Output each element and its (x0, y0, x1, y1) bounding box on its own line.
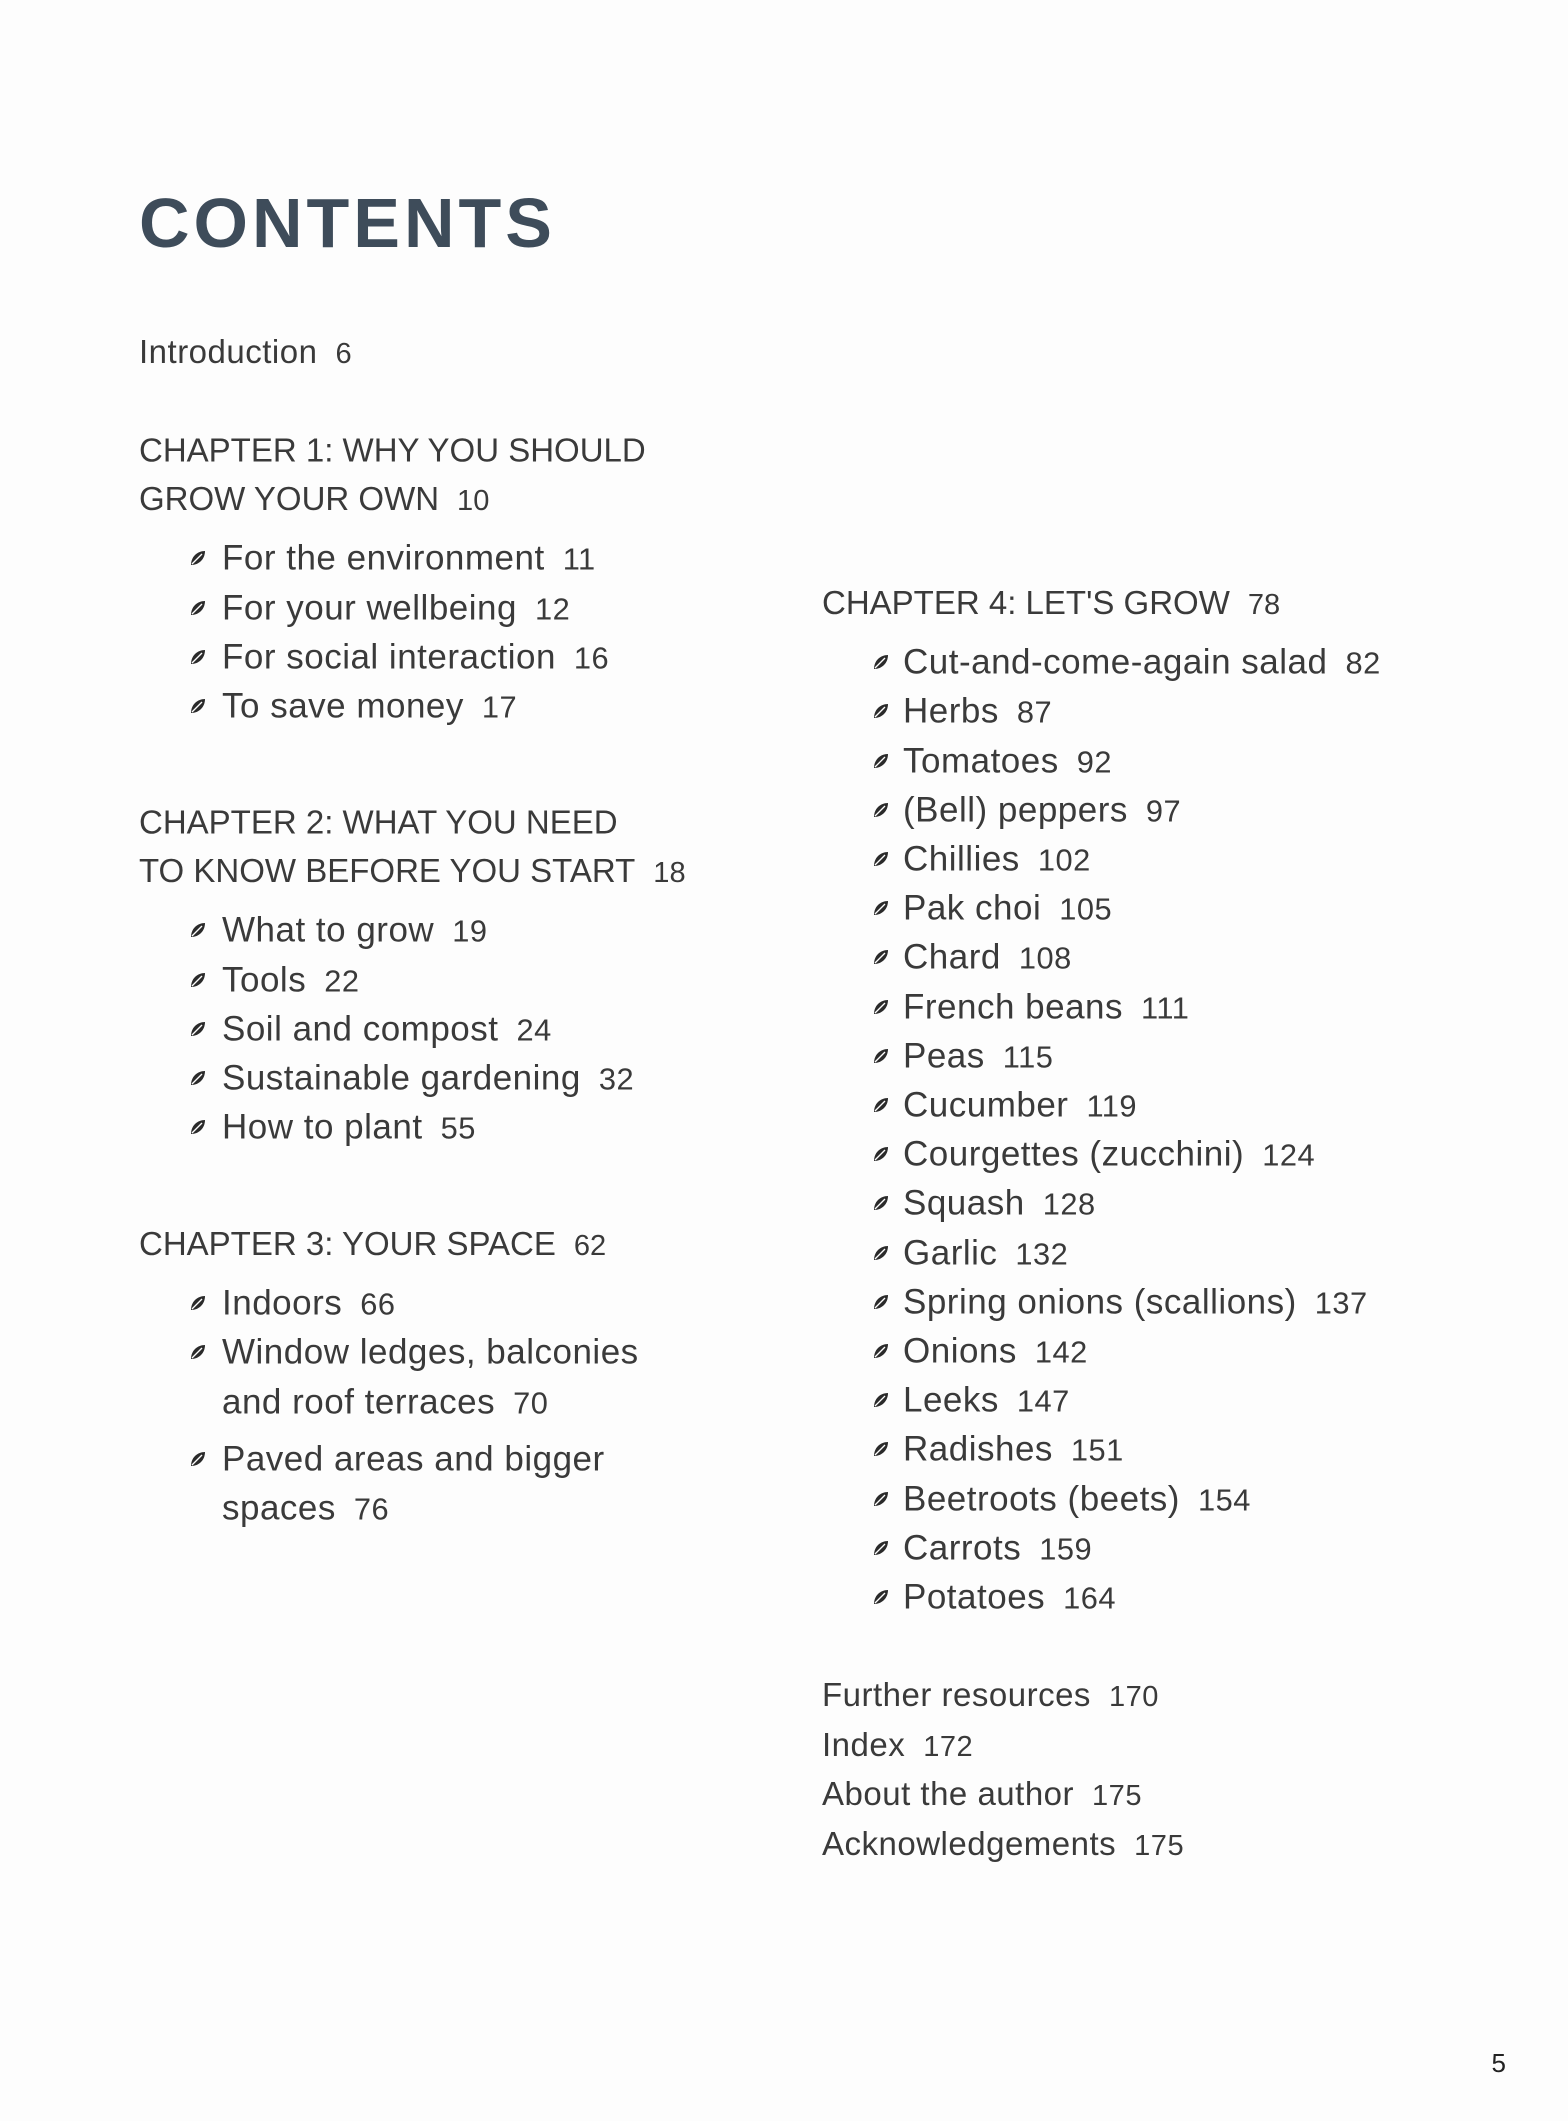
toc-item (903, 642, 1381, 682)
toc-item (222, 588, 571, 628)
toc-item (903, 1085, 1138, 1125)
toc-item (903, 987, 1190, 1027)
toc-item (222, 538, 596, 578)
page-ref: 16 (573, 640, 610, 676)
page-ref: 24 (516, 1012, 552, 1048)
entry-label: Potatoes (903, 1577, 1046, 1617)
toc-entry-introduction (139, 332, 353, 370)
page-ref: 12 (534, 591, 571, 627)
entry-label: spaces (222, 1488, 336, 1528)
entry-label: Paved areas and bigger (222, 1439, 605, 1479)
page-ref: 10 (457, 485, 490, 518)
entry-label: What to grow (222, 910, 435, 950)
entry-label: Soil and compost (222, 1009, 499, 1049)
chapter-heading (139, 431, 646, 469)
page-ref: 111 (1141, 990, 1190, 1026)
leaf-bullet-icon (872, 702, 890, 720)
page-ref: 128 (1042, 1186, 1096, 1222)
toc-item (222, 1488, 390, 1528)
entry-label: Radishes (903, 1429, 1053, 1469)
entry-label: For social interaction (222, 637, 556, 677)
entry-label: Courgettes (zucchini) (903, 1134, 1245, 1174)
toc-item (903, 1577, 1117, 1617)
leaf-bullet-icon (189, 599, 207, 617)
entry-label: Spring onions (scallions) (903, 1282, 1297, 1322)
entry-label: Leeks (903, 1380, 999, 1420)
leaf-bullet-icon (189, 1294, 207, 1312)
leaf-bullet-icon (872, 1047, 890, 1065)
leaf-bullet-icon (872, 1588, 890, 1606)
toc-item (903, 1036, 1054, 1076)
chapter-heading (139, 1224, 607, 1262)
leaf-bullet-icon (189, 697, 207, 715)
leaf-bullet-icon (872, 1539, 890, 1557)
page-ref: 108 (1018, 940, 1072, 976)
toc-item (903, 1479, 1251, 1519)
toc-item (903, 790, 1182, 830)
entry-label: Herbs (903, 691, 999, 731)
leaf-bullet-icon (189, 1069, 207, 1087)
chapter-heading (822, 583, 1281, 621)
entry-label: Introduction (139, 332, 318, 370)
entry-label: CHAPTER 4: LET'S GROW (822, 583, 1230, 621)
entry-label: Chard (903, 937, 1001, 977)
leaf-bullet-icon (872, 1145, 890, 1163)
toc-entry-back-matter (822, 1727, 973, 1761)
toc-item (903, 888, 1113, 928)
toc-item (222, 1283, 396, 1323)
page-number: 5 (1491, 2048, 1506, 2078)
leaf-bullet-icon (872, 1293, 890, 1311)
page-ref: 11 (562, 541, 596, 577)
entry-label: Onions (903, 1331, 1017, 1371)
entry-label: Cut-and-come-again salad (903, 642, 1328, 682)
page-ref: 105 (1059, 891, 1113, 927)
page-ref: 137 (1314, 1285, 1368, 1321)
toc-entry-back-matter (822, 1774, 1142, 1812)
toc-item (222, 960, 360, 1000)
page-ref: 87 (1016, 694, 1053, 730)
page-title: CONTENTS (139, 184, 556, 262)
entry-label: Chillies (903, 839, 1020, 879)
leaf-bullet-icon (872, 653, 890, 671)
page-ref: 62 (573, 1229, 607, 1262)
toc-item (903, 1331, 1088, 1371)
leaf-bullet-icon (872, 948, 890, 966)
page-ref: 18 (653, 857, 686, 890)
page-ref: 175 (1092, 1779, 1142, 1812)
entry-label: and roof terraces (222, 1382, 496, 1422)
leaf-bullet-icon (189, 549, 207, 567)
chapter-heading (139, 803, 618, 841)
page-ref: 142 (1034, 1334, 1088, 1370)
toc-item (903, 839, 1091, 879)
entry-label: GROW YOUR OWN (139, 480, 440, 518)
leaf-bullet-icon (872, 1194, 890, 1212)
toc-entry-back-matter (822, 1675, 1159, 1713)
leaf-bullet-icon (189, 971, 207, 989)
page-ref: 97 (1145, 793, 1182, 829)
leaf-bullet-icon (872, 801, 890, 819)
toc-item (903, 1134, 1316, 1174)
chapter-heading (139, 854, 686, 888)
leaf-bullet-icon (872, 998, 890, 1016)
leaf-bullet-icon (189, 1020, 207, 1038)
leaf-bullet-icon (872, 1490, 890, 1508)
page-ref: 55 (440, 1110, 476, 1146)
toc-item (903, 1233, 1069, 1273)
leaf-bullet-icon (872, 752, 890, 770)
entry-label: Tools (222, 960, 307, 1000)
page-ref: 172 (923, 1730, 974, 1763)
entry-label: Cucumber (903, 1085, 1069, 1125)
toc-item (222, 1439, 605, 1479)
entry-label: Carrots (903, 1528, 1022, 1568)
page-ref: 32 (598, 1061, 635, 1097)
page-ref: 78 (1247, 588, 1281, 621)
toc-item (903, 1429, 1124, 1469)
leaf-bullet-icon (872, 899, 890, 917)
leaf-bullet-icon (189, 648, 207, 666)
page-ref: 119 (1086, 1088, 1138, 1124)
toc-item (903, 741, 1113, 781)
entry-label: Beetroots (beets) (903, 1479, 1180, 1519)
toc-item (222, 910, 488, 950)
entry-label: Pak choi (903, 888, 1042, 928)
entry-label: TO KNOW BEFORE YOU START (139, 852, 636, 890)
toc-item (222, 1009, 552, 1049)
page-ref: 92 (1076, 744, 1113, 780)
leaf-bullet-icon (189, 1343, 207, 1361)
leaf-bullet-icon (189, 1450, 207, 1468)
entry-label: (Bell) peppers (903, 790, 1128, 830)
leaf-bullet-icon (872, 1391, 890, 1409)
page-ref: 175 (1134, 1829, 1185, 1862)
entry-label: How to plant (222, 1107, 423, 1147)
page-ref: 124 (1262, 1137, 1316, 1173)
entry-label: French beans (903, 987, 1124, 1027)
entry-label: Window ledges, balconies (222, 1332, 639, 1372)
entry-label: CHAPTER 2: WHAT YOU NEED (139, 803, 618, 841)
page-ref: 151 (1070, 1432, 1124, 1468)
entry-label: About the author (822, 1774, 1075, 1812)
leaf-bullet-icon (872, 850, 890, 868)
entry-label: Indoors (222, 1283, 343, 1323)
page-ref: 70 (513, 1385, 549, 1421)
page-ref: 76 (353, 1491, 390, 1527)
entry-label: Index (822, 1725, 906, 1763)
page-ref: 159 (1039, 1531, 1093, 1567)
entry-label: Further resources (822, 1675, 1091, 1713)
entry-label: Sustainable gardening (222, 1058, 581, 1098)
toc-item (222, 1107, 476, 1147)
leaf-bullet-icon (189, 1118, 207, 1136)
chapter-heading (139, 482, 489, 516)
page-ref: 66 (360, 1286, 396, 1322)
leaf-bullet-icon (872, 1096, 890, 1114)
entry-label: To save money (222, 686, 464, 726)
page-ref: 170 (1108, 1680, 1159, 1713)
entry-label: Garlic (903, 1233, 998, 1273)
leaf-bullet-icon (872, 1342, 890, 1360)
toc-item (222, 1382, 549, 1422)
toc-item (222, 686, 518, 726)
page-ref: 19 (452, 913, 488, 949)
entry-label: Peas (903, 1036, 985, 1076)
toc-entry-back-matter (822, 1826, 1184, 1860)
toc-item (903, 1528, 1093, 1568)
page-ref: 132 (1015, 1236, 1069, 1272)
page-ref: 17 (481, 689, 518, 725)
leaf-bullet-icon (872, 1244, 890, 1262)
leaf-bullet-icon (189, 921, 207, 939)
page-ref: 102 (1037, 842, 1091, 878)
toc-item (903, 1282, 1368, 1322)
page-ref: 6 (335, 337, 353, 370)
entry-label: For your wellbeing (222, 588, 517, 628)
page-ref: 154 (1197, 1482, 1251, 1518)
leaf-bullet-icon (872, 1440, 890, 1458)
page-ref: 82 (1345, 645, 1381, 681)
page-ref: 164 (1063, 1580, 1117, 1616)
toc-item (222, 1058, 635, 1098)
entry-label: Acknowledgements (822, 1824, 1117, 1862)
toc-item (222, 1332, 639, 1372)
toc-item (903, 937, 1072, 977)
entry-label: Tomatoes (903, 741, 1059, 781)
page-ref: 22 (324, 963, 360, 999)
entry-label: Squash (903, 1183, 1025, 1223)
page-ref: 147 (1016, 1383, 1070, 1419)
entry-label: CHAPTER 1: WHY YOU SHOULD (139, 431, 646, 469)
toc-item (222, 637, 610, 677)
toc-item (903, 1183, 1096, 1223)
toc-item (903, 1380, 1070, 1420)
entry-label: For the environment (222, 538, 545, 578)
entry-label: CHAPTER 3: YOUR SPACE (139, 1224, 556, 1262)
page-ref: 115 (1002, 1039, 1054, 1075)
toc-item (903, 691, 1053, 731)
